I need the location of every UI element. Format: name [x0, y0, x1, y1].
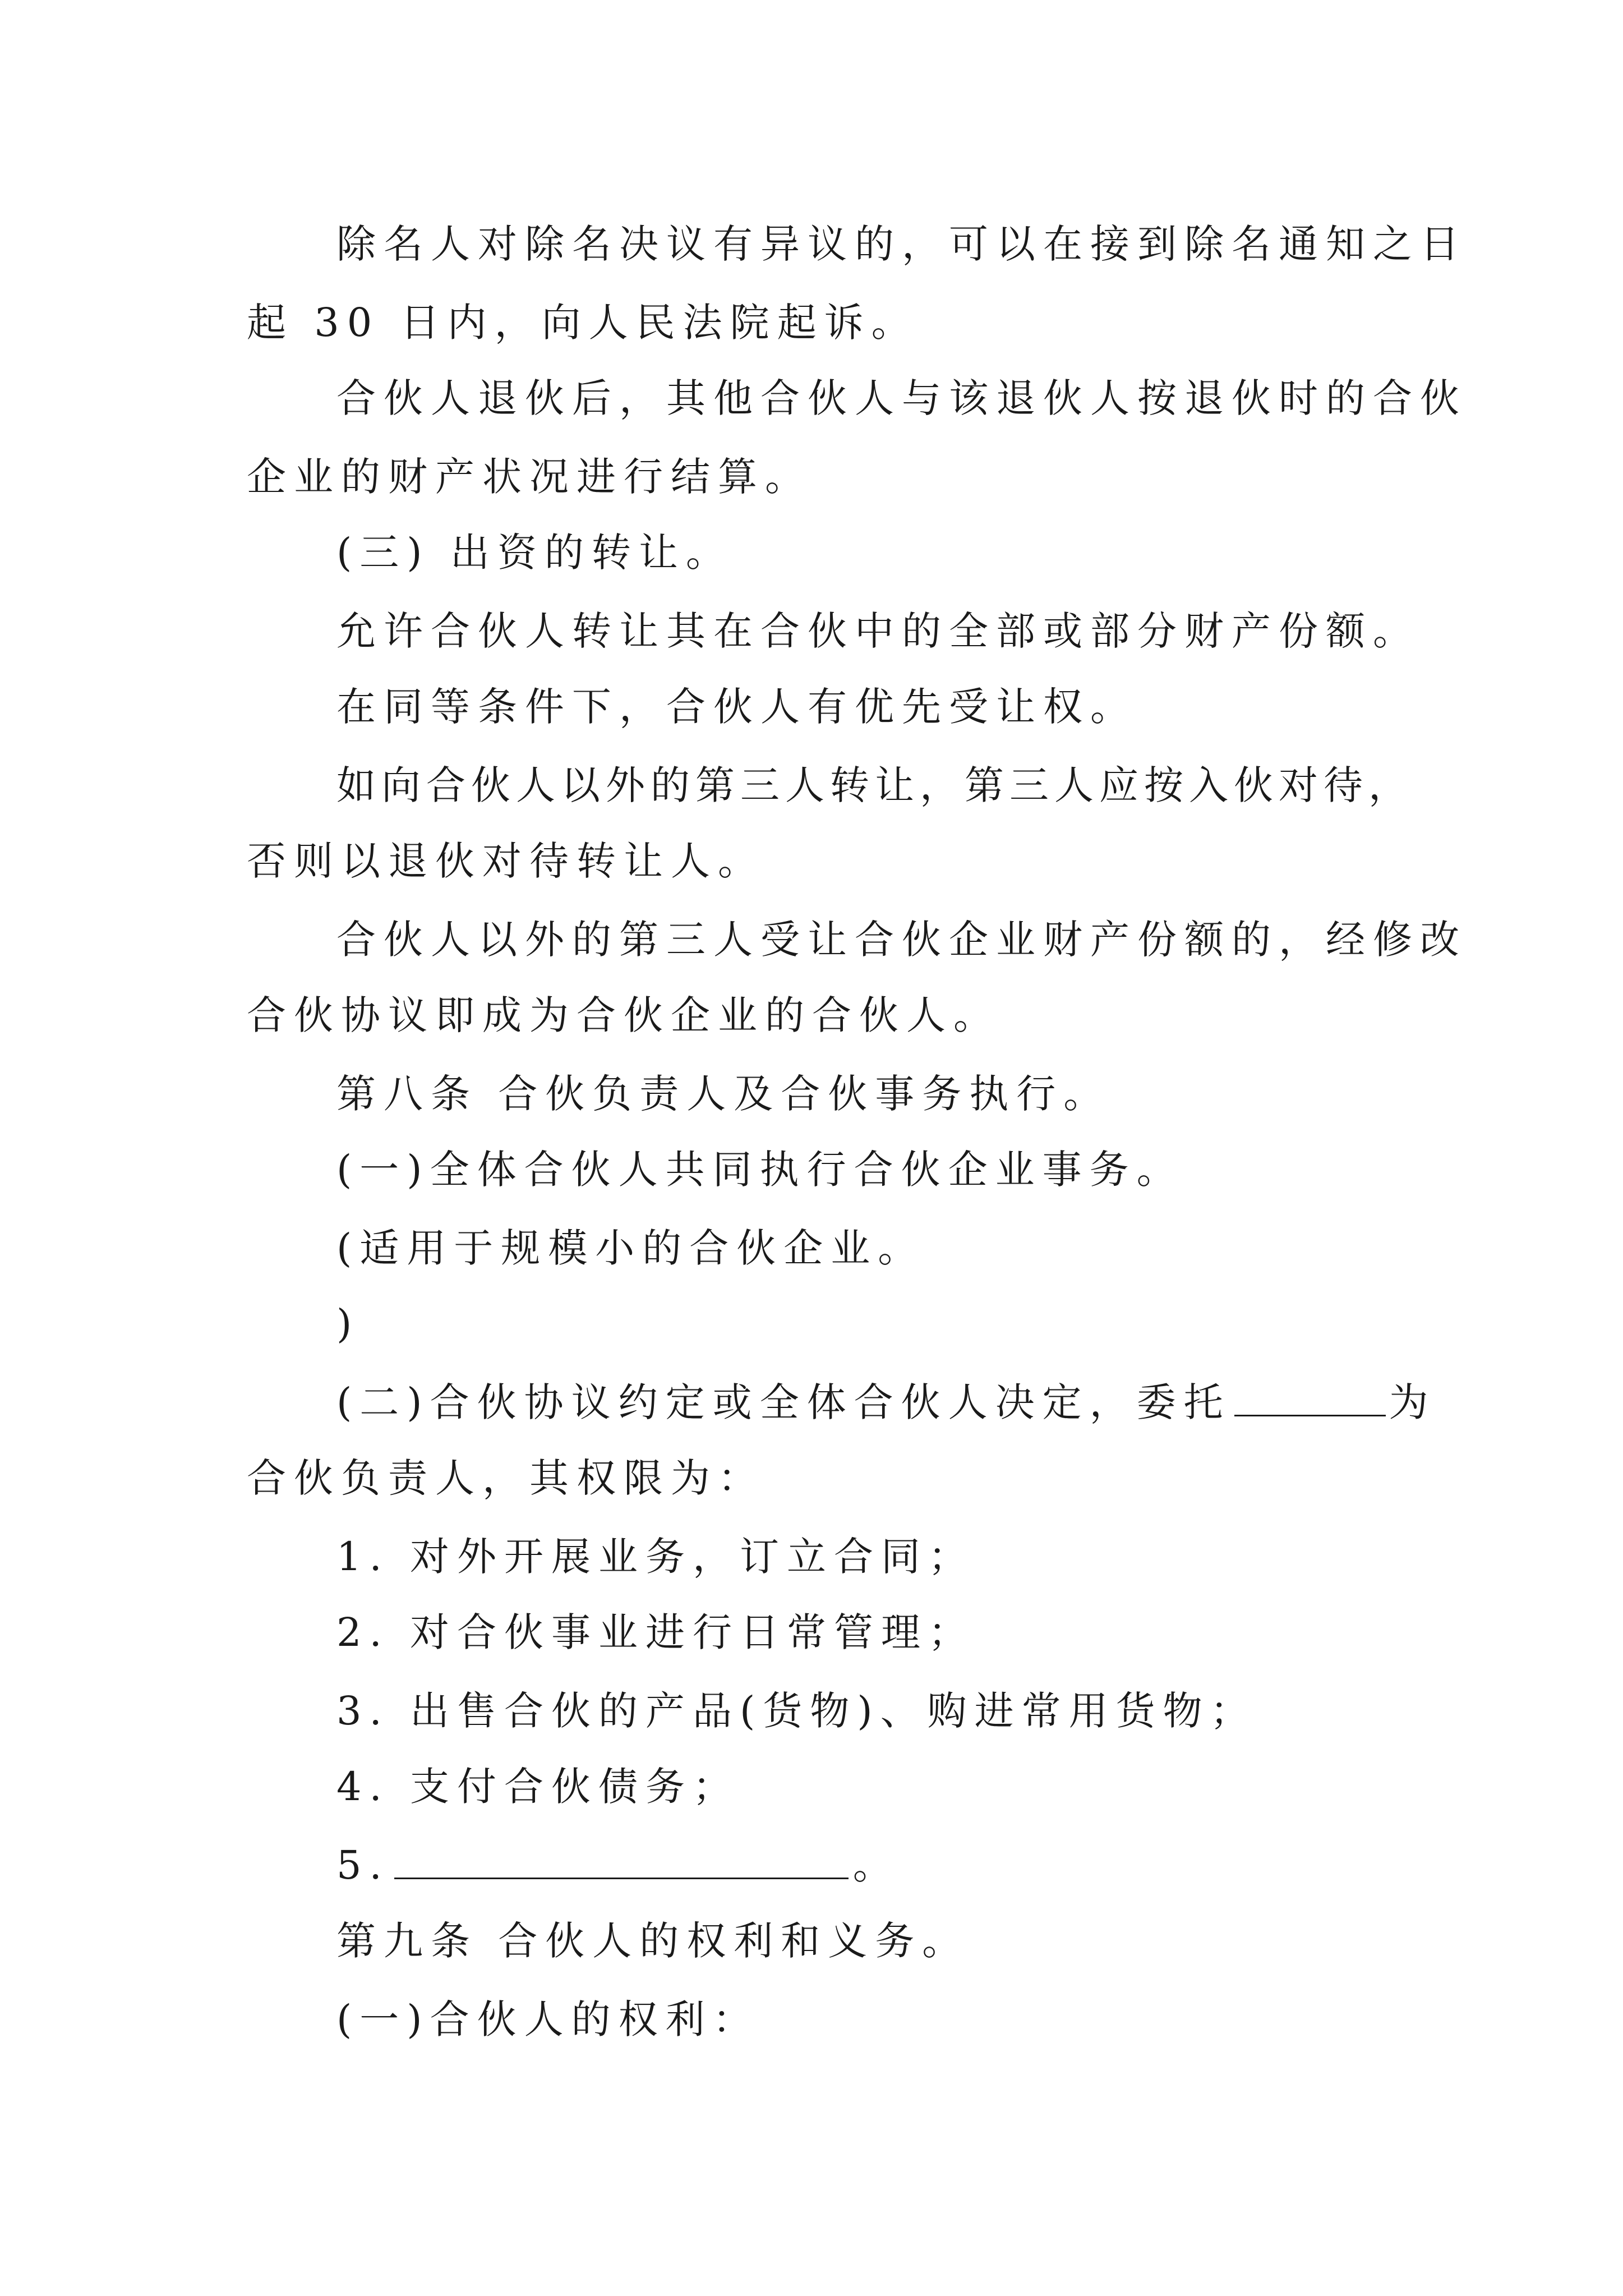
list-item	[0, 1826, 1623, 1904]
paragraph-line	[0, 976, 1623, 1055]
text-line: 合伙负责人，其权限为：	[247, 1455, 765, 1501]
paragraph-line	[0, 1209, 1623, 1287]
text-line: 2. 对合伙事业进行日常管理；	[336, 1609, 976, 1655]
paragraph-line	[0, 1363, 1623, 1442]
section-heading	[0, 513, 1623, 592]
text-line: 合伙人以外的第三人受让合伙企业财产份额的，经修改	[336, 917, 1467, 963]
paragraph-line	[0, 438, 1623, 516]
list-item	[0, 1517, 1623, 1596]
paragraph-line	[0, 205, 1623, 283]
paragraph-line	[0, 900, 1623, 979]
text-line: 如向合伙人以外的第三人转让，第三人应按入伙对待，	[336, 762, 1413, 808]
text-segment: 。	[852, 1842, 900, 1888]
text-line: (三) 出资的转让。	[336, 530, 733, 576]
text-line: 除名人对除名决议有异议的，可以在接到除名通知之日	[336, 221, 1467, 267]
text-line	[336, 1363, 1436, 1442]
paragraph-line	[0, 1285, 1623, 1363]
paragraph-line	[0, 668, 1623, 746]
paragraph-line	[0, 1439, 1623, 1517]
text-line: 合伙人退伙后，其他合伙人与该退伙人按退伙时的合伙	[336, 375, 1467, 421]
paragraph-line	[0, 359, 1623, 438]
text-segment: 为	[1389, 1379, 1436, 1425]
paragraph-line	[0, 746, 1623, 825]
text-line: 在同等条件下，合伙人有优先受让权。	[336, 684, 1137, 730]
text-line: 合伙协议即成为合伙企业的合伙人。	[247, 992, 1000, 1038]
paragraph-line	[0, 1980, 1623, 2059]
text-line: (一)全体合伙人共同执行合伙企业事务。	[336, 1147, 1184, 1193]
text-line: 1. 对外开展业务，订立合同；	[336, 1534, 976, 1580]
paragraph-line	[0, 592, 1623, 670]
fill-in-blank	[1234, 1363, 1386, 1416]
article-heading	[0, 1902, 1623, 1980]
list-item	[0, 1593, 1623, 1672]
text-line: 否则以退伙对待转让人。	[247, 838, 765, 884]
text-line: (适用于规模小的合伙企业。	[336, 1225, 925, 1271]
text-line: 第八条 合伙负责人及合伙事务执行。	[336, 1071, 1111, 1117]
text-line: 起 30 日内，向人民法院起诉。	[247, 300, 919, 346]
paragraph-line	[0, 1130, 1623, 1209]
text-segment: (二)合伙协议约定或全体合伙人决定，委托	[336, 1379, 1231, 1425]
paragraph-line	[0, 283, 1623, 362]
text-line: 企业的财产状况进行结算。	[247, 454, 812, 500]
list-item	[0, 1672, 1623, 1750]
fill-in-blank	[394, 1826, 849, 1879]
text-line: 4. 支付合伙债务；	[336, 1764, 740, 1810]
article-heading	[0, 1055, 1623, 1133]
text-segment: 5.	[336, 1842, 390, 1888]
text-line	[336, 1826, 900, 1904]
text-line: 3. 出售合伙的产品(货物)、购进常用货物；	[336, 1688, 1257, 1734]
text-line: 第九条 合伙人的权利和义务。	[336, 1918, 970, 1964]
paragraph-line	[0, 822, 1623, 900]
text-line: )	[336, 1301, 360, 1347]
text-line: 允许合伙人转让其在合伙中的全部或部分财产份额。	[336, 608, 1420, 654]
text-line: (一)合伙人的权利：	[336, 1996, 760, 2042]
list-item	[0, 1747, 1623, 1826]
